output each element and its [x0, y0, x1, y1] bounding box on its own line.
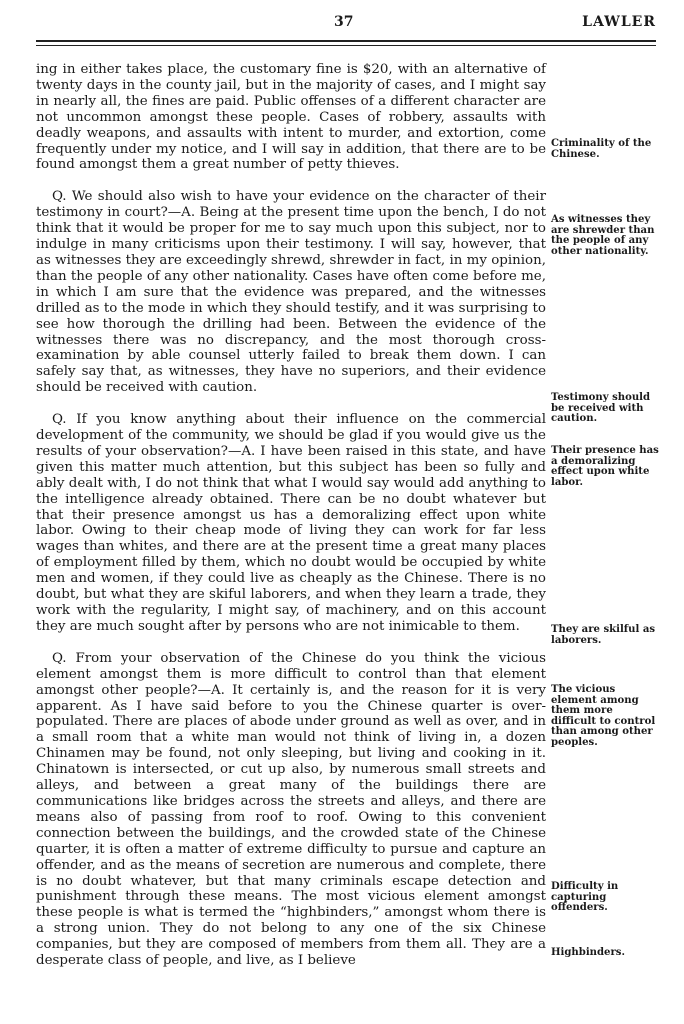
page-header	[0, 0, 684, 48]
header-rule-thin	[36, 45, 656, 46]
sidenote-testimony: Testimony should be received with caution.	[551, 392, 651, 425]
sidenote-vicious: The vicious element among them more difficult to control than among other peoples.	[551, 684, 656, 748]
paragraph-testimony: Q. We should also wish to have your evidence on the character of their testimony in court?—A. Being at the present time upon the bench, I do not think that it would be proper for me to say much upon this subject, nor to indulge in many criticisms upon their testimony. I will say, however, that as witnesses they are exceedingly shrewd, shrewder in fact, in my opinion, than the people of any other nationality. Cases have often come before me, in which I am sure that the evidence was prepared, and the witnesses drilled as to the mode in which they should testify, and it was surprising to see how thorough the drilling had been. Between the evidence of the witnesses there was no discrepancy, and the most thorough cross-examination by able counsel utterly failed to break them down. I can safely say that, as witnesses, they have no superiors, and their evidence should be received with caution.	[36, 189, 546, 396]
sidenote-skilful: They are skilful as laborers.	[551, 624, 656, 646]
sidenote-difficulty: Difficulty in capturing offenders.	[551, 881, 619, 914]
paragraph-continuation: ing in either takes place, the customary fine is $20, with an alternative of twenty days in the county jail, but in the majority of cases, and I might say in nearly all, the fines are paid. Public offenses of a different character are not uncommon amongst these people. Cases of robbery, assaults with deadly weapons, and assaults with intent to murder, and extortion, come frequently under my notice, and I will say in addition, that there are to be found amongst them a great number of petty thieves.	[36, 62, 546, 173]
paragraph-vicious-element: Q. From your observation of the Chinese do you think the vicious element amongst them is more difficult to control than that element amongst other people?—A. It certainly is, and the reason for it is very apparent. As I have said before to you the Chinese quarter is over-populated. There are places of abode under ground as well as over, and in a small room that a white man would not think of living in, a dozen Chinamen may be found, not only sleeping, but living and cooking in it. Chinatown is intersected, or cut up also, by numerous small streets and alleys, and between a great many of the buildings there are communications like bridges across the streets and alleys, and there are means also of passing from roof to roof. Owing to this convenient connection between the buildings, and the crowded state of the Chinese quarter, it is often a matter of extreme difficulty to pursue and capture an offender, and as the means of secretion are numerous and complete, there is no doubt whatever, but that many criminals escape detection and punishment through these means. The most vicious element amongst these people is what is termed the “highbinders,” amongst whom there is a strong union. They do not belong to any one of the six Chinese companies, but they are composed of members from them all. They are a desperate class of people, and live, as I believe	[36, 650, 546, 969]
header-rule-thick	[36, 40, 656, 42]
main-text	[36, 62, 546, 969]
paragraph-commercial: Q. If you know anything about their influence on the commercial development of the community, we should be glad if you would give us the results of your observation?—A. I have been raised in this state, and have given this matter much attention, but this subject has been so fully and ably dealt with, I do not think that what I would say would add anything to the intelligence already obtained. There can be no doubt whatever but that their presence amongst us has a demoralizing effect upon white labor. Owing to their cheap mode of living they can work for far less wages than whites, and there are at the present time a great many places of employment filled by them, which no doubt would be occupied by white men and women, if they could live as cheaply as the Chinese. There is no doubt, but what they are skiful laborers, and when they learn a trade, they work with the regularity, I might say, of machinery, and on this account they are much sought after by persons who are not inimicable to them.	[36, 412, 546, 634]
sidenote-presence: Their presence has a demoralizing effect upon white labor.	[551, 445, 659, 488]
page-number: 37	[334, 14, 354, 30]
sidenote-criminality: Criminality of the Chinese.	[551, 138, 652, 160]
sidenote-highbinders: Highbinders.	[551, 947, 625, 958]
running-head: LAWLER	[582, 14, 656, 30]
sidenote-witnesses: As witnesses they are shrewder than the people of any other nationality.	[551, 214, 655, 257]
